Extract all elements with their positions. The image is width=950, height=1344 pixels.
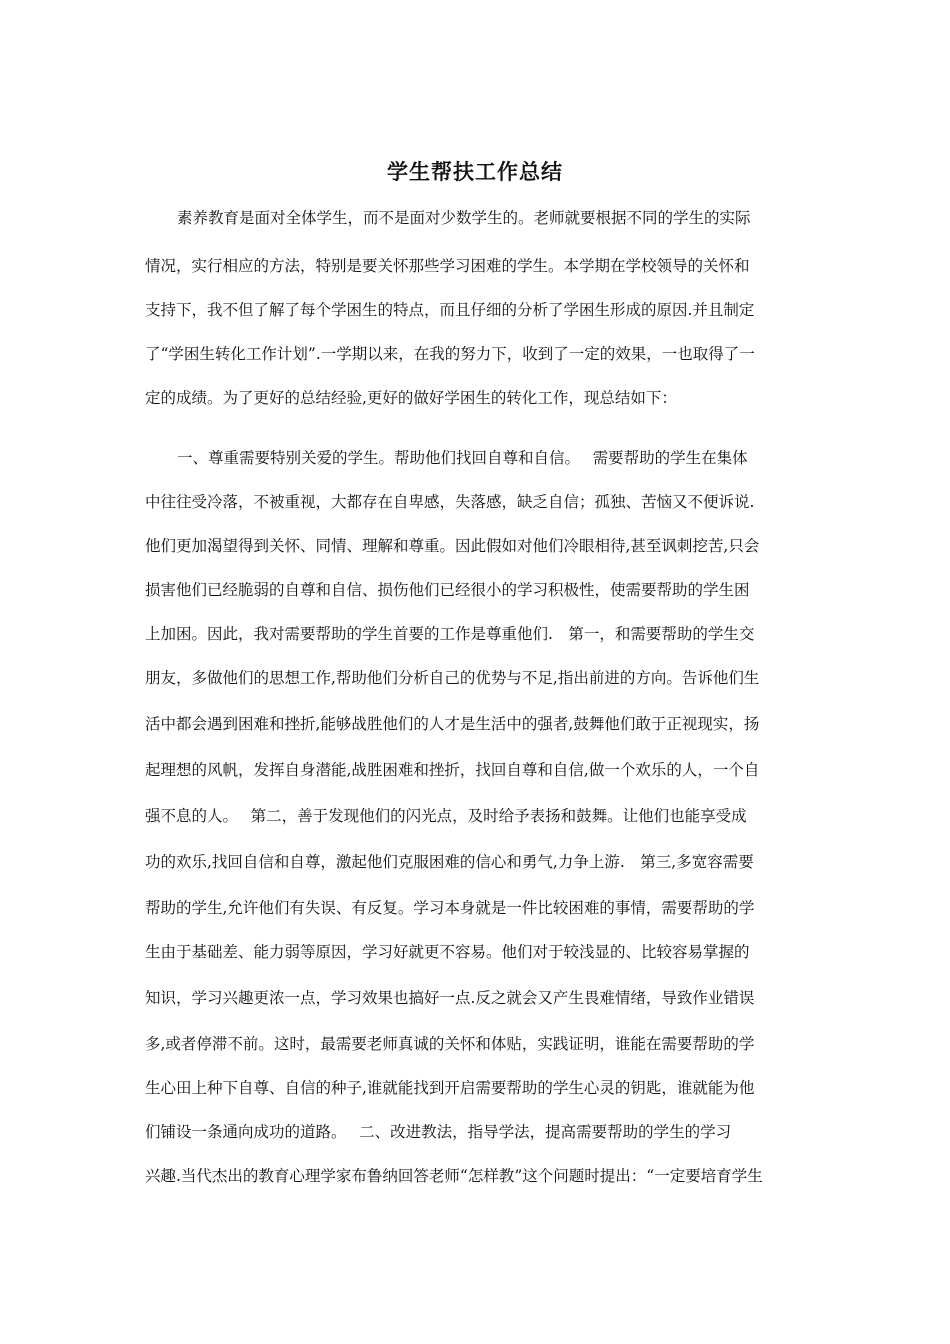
body-paragraph-line: 他们更加渴望得到关怀、同情、理解和尊重。因此假如对他们冷眼相待,甚至讽刺挖苦,只会 bbox=[145, 537, 760, 555]
body-paragraph-line: 功的欢乐,找回自信和自尊，激起他们克服困难的信心和勇气,力争上游. 第三,多宽容需要 bbox=[145, 853, 754, 871]
body-paragraph-line: 强不息的人。 第二，善于发现他们的闪光点，及时给予表扬和鼓舞。让他们也能享受成 bbox=[145, 807, 747, 825]
intro-paragraph-line: 情况，实行相应的方法，特别是要关怀那些学习困难的学生。本学期在学校领导的关怀和 bbox=[145, 257, 750, 275]
body-paragraph-line: 活中都会遇到困难和挫折,能够战胜他们的人才是生活中的强者,鼓舞他们敢于正视现实，扬 bbox=[145, 715, 760, 733]
body-paragraph-line: 生由于基础差、能力弱等原因，学习好就更不容易。他们对于较浅显的、比较容易掌握的 bbox=[145, 943, 750, 961]
intro-paragraph-line: 支持下，我不但了解了每个学困生的特点，而且仔细的分析了学困生形成的原因.并且制定 bbox=[145, 301, 755, 319]
body-paragraph-line: 上加困。因此，我对需要帮助的学生首要的工作是尊重他们. 第一，和需要帮助的学生交 bbox=[145, 625, 755, 643]
body-paragraph-line: 起理想的风帆，发挥自身潜能,战胜困难和挫折，找回自尊和自信,做一个欢乐的人，一个自 bbox=[145, 761, 760, 779]
body-paragraph-line: 知识，学习兴趣更浓一点，学习效果也搞好一点.反之就会又产生畏难情绪，导致作业错误 bbox=[145, 989, 755, 1007]
body-paragraph-line: 一、尊重需要特别关爱的学生。帮助他们找回自尊和自信。 需要帮助的学生在集体 bbox=[177, 449, 748, 467]
intro-paragraph-line: 定的成绩。为了更好的总结经验,更好的做好学困生的转化工作，现总结如下： bbox=[145, 389, 677, 407]
body-paragraph-line: 中往往受冷落，不被重视，大都存在自卑感，失落感，缺乏自信；孤独、苦恼又不便诉说. bbox=[145, 493, 755, 511]
body-paragraph-line: 多,或者停滞不前。这时，最需要老师真诚的关怀和体贴，实践证明，谁能在需要帮助的学 bbox=[145, 1035, 755, 1053]
intro-paragraph-line: 了“学困生转化工作计划”.一学期以来，在我的努力下，收到了一定的效果，一也取得了一 bbox=[145, 345, 755, 363]
body-paragraph-line: 生心田上种下自尊、自信的种子,谁就能找到开启需要帮助的学生心灵的钥匙，谁就能为他 bbox=[145, 1079, 755, 1097]
document-title: 学生帮扶工作总结 bbox=[387, 160, 563, 184]
body-paragraph-line: 们铺设一条通向成功的道路。 二、改进教法，指导学法，提高需要帮助的学生的学习 bbox=[145, 1123, 732, 1141]
body-paragraph-line: 损害他们已经脆弱的自尊和自信、损伤他们已经很小的学习积极性，使需要帮助的学生困 bbox=[145, 581, 750, 599]
intro-paragraph-line: 素养教育是面对全体学生，而不是面对少数学生的。老师就要根据不同的学生的实际 bbox=[177, 209, 751, 227]
body-paragraph-line: 朋友，多做他们的思想工作,帮助他们分析自己的优势与不足,指出前进的方向。告诉他们生 bbox=[145, 669, 760, 687]
body-paragraph-line: 帮助的学生,允许他们有失误、有反复。学习本身就是一件比较困难的事情，需要帮助的学 bbox=[145, 899, 755, 917]
body-paragraph-line: 兴趣.当代杰出的教育心理学家布鲁纳回答老师“怎样教”这个问题时提出：“一定要培育学生 bbox=[145, 1167, 763, 1185]
